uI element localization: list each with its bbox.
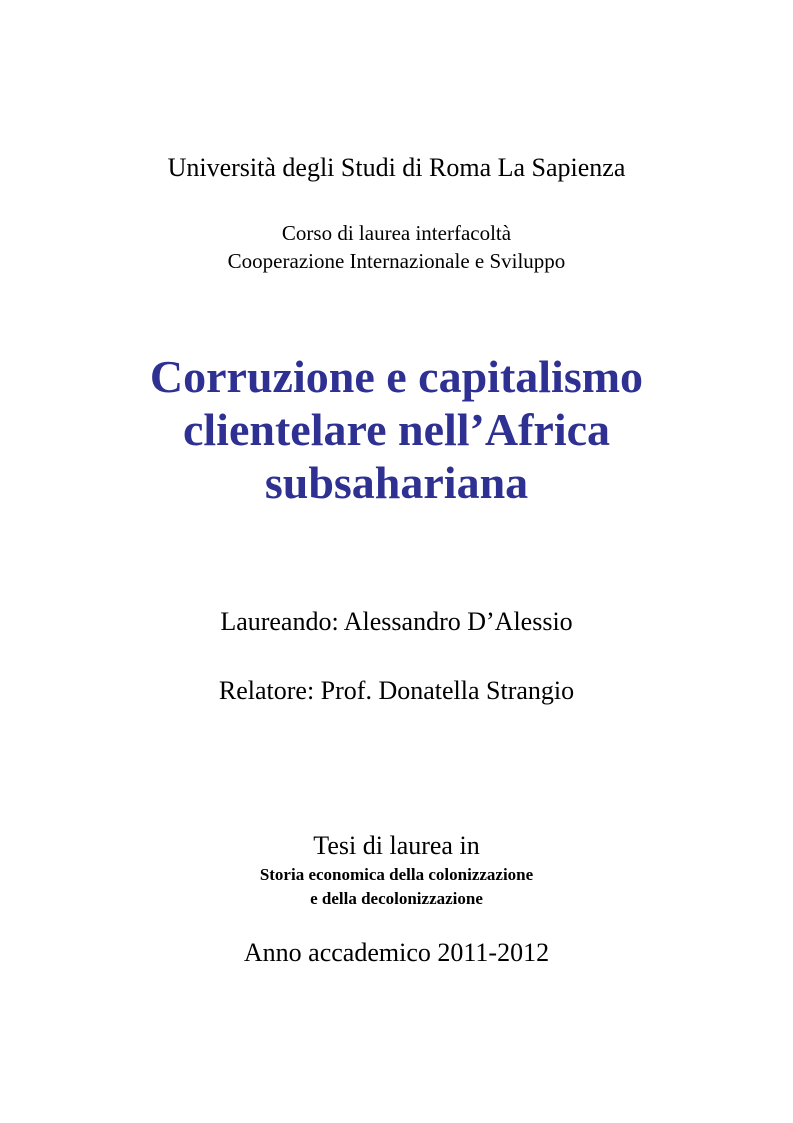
university-name: Università degli Studi di Roma La Sapienza xyxy=(167,153,626,182)
academic-year: Anno accademico 2011-2012 xyxy=(243,938,550,967)
thesis-subject: e della decolonizzazione xyxy=(310,889,483,908)
thesis-title-line: clientelare nell’Africa xyxy=(182,404,611,455)
thesis-title-line: subsahariana xyxy=(264,457,529,508)
student-name: Laureando: Alessandro D’Alessio xyxy=(220,607,573,636)
thesis-label: Tesi di laurea in xyxy=(313,831,480,860)
thesis-title-line: Corruzione e capitalismo xyxy=(149,351,644,402)
thesis-title xyxy=(0,350,793,509)
course-name: Cooperazione Internazionale e Sviluppo xyxy=(227,249,566,273)
thesis-subject: Storia economica della colonizzazione xyxy=(259,865,534,884)
supervisor-name: Relatore: Prof. Donatella Strangio xyxy=(218,676,575,705)
course-type: Corso di laurea interfacoltà xyxy=(281,221,512,245)
